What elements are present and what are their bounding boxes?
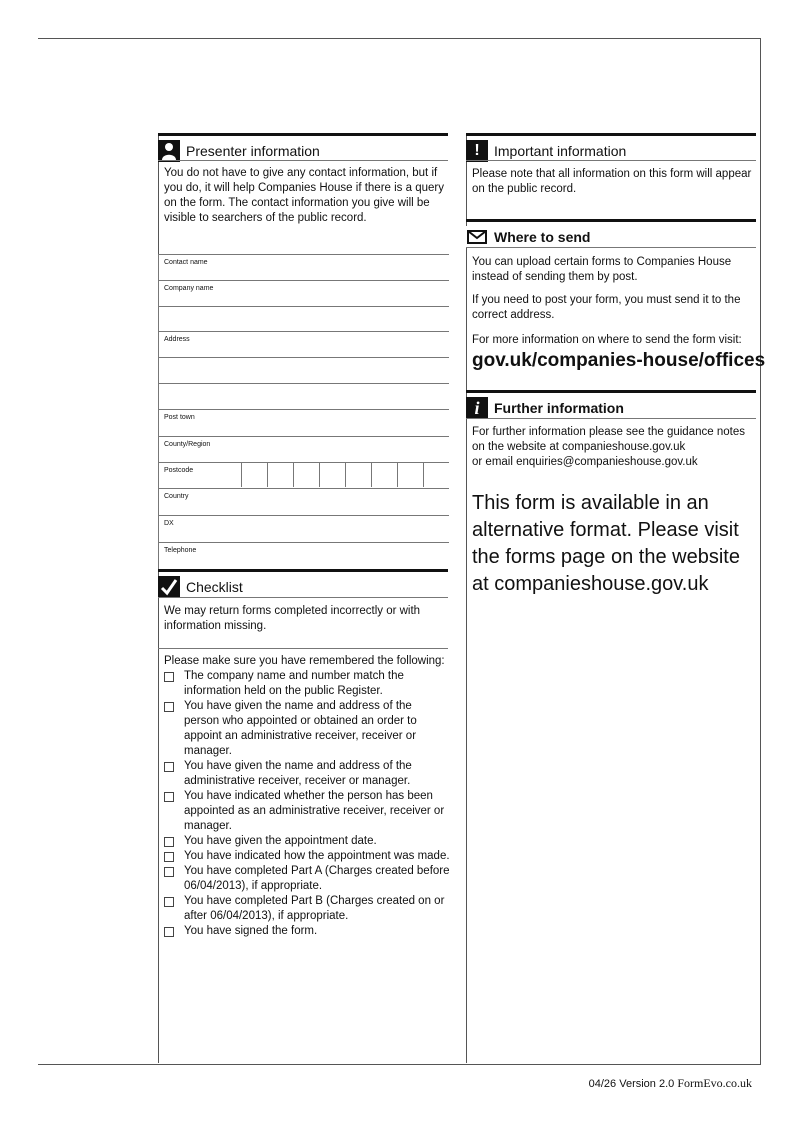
checkbox[interactable] xyxy=(164,927,174,937)
postcode-field[interactable] xyxy=(158,462,449,489)
postcode-box[interactable] xyxy=(241,463,266,487)
postcode-box[interactable] xyxy=(293,463,318,487)
dx-field[interactable] xyxy=(158,515,449,543)
company-name-field[interactable] xyxy=(158,280,449,307)
dx-label: DX xyxy=(164,520,174,527)
top-rule xyxy=(38,38,761,39)
info-icon: i xyxy=(466,397,488,419)
checklist-item[interactable]: The company name and number match the information held on the public Register. xyxy=(162,669,450,699)
contact-name-label: Contact name xyxy=(164,259,208,266)
where-to-send-title: Where to send xyxy=(494,229,591,245)
country-label: Country xyxy=(164,493,189,500)
right-rule xyxy=(760,38,761,1065)
where-to-send-p2: If you need to post your form, you must send it to the correct address. xyxy=(472,294,741,321)
presenter-title: Presenter information xyxy=(186,143,320,159)
post-town-label: Post town xyxy=(164,414,195,421)
company-name-label: Company name xyxy=(164,285,214,292)
telephone-field[interactable] xyxy=(158,542,449,569)
postcode-box[interactable] xyxy=(345,463,370,487)
footer-brand: FormEvo.co.uk xyxy=(677,1076,752,1090)
offices-link[interactable]: gov.uk/companies-house/offices xyxy=(472,350,766,371)
checklist-item[interactable]: You have indicated how the appointment was made. xyxy=(162,849,450,864)
checkbox[interactable] xyxy=(164,867,174,877)
checkbox[interactable] xyxy=(164,762,174,772)
right-column-edge xyxy=(466,133,467,1063)
presenter-title-rule xyxy=(158,160,448,161)
where-to-send-header xyxy=(466,219,756,248)
where-to-send-title-rule xyxy=(466,247,756,248)
country-field[interactable] xyxy=(158,488,449,516)
checklist-item[interactable]: You have completed Part B (Charges created on or after 06/04/2013), if appropriate. xyxy=(162,894,450,924)
postcode-box[interactable] xyxy=(397,463,422,487)
checklist-item[interactable]: You have indicated whether the person has been appointed as an administrative receiver, receiver or manager. xyxy=(162,789,450,834)
checklist-item[interactable]: You have given the name and address of the administrative receiver, receiver or manager. xyxy=(162,759,450,789)
postcode-label: Postcode xyxy=(164,467,194,474)
address-line-3[interactable] xyxy=(158,383,449,410)
alt-format-notice: This form is available in an alternative format. Please visit the forms page on the website at companieshouse.gov.uk xyxy=(472,492,740,595)
further-line-2: on the website at companieshouse.gov.uk xyxy=(472,441,686,453)
address-label: Address xyxy=(164,336,190,343)
company-name-line-2[interactable] xyxy=(158,306,449,332)
checklist-intro: We may return forms completed incorrectly or with information missing. xyxy=(164,605,421,632)
checkbox[interactable] xyxy=(164,837,174,847)
presenter-intro: You do not have to give any contact information, but if you do, it will help Companies House if there is a query on the form. The contact information you give will be visible to searchers of the public record. xyxy=(164,167,444,224)
further-title-rule xyxy=(466,418,756,419)
address-line-2[interactable] xyxy=(158,357,449,384)
checklist-intro-rule xyxy=(158,648,448,649)
further-line-3: or email enquiries@companieshouse.gov.uk xyxy=(472,456,698,468)
envelope-icon xyxy=(466,226,488,248)
exclamation-icon: ! xyxy=(466,140,488,162)
checklist-item[interactable]: You have signed the form. xyxy=(162,924,450,939)
checklist-item[interactable]: You have completed Part A (Charges created before 06/04/2013), if appropriate. xyxy=(162,864,450,894)
checklist-title-rule xyxy=(158,597,448,598)
further-line-1: For further information please see the guidance notes xyxy=(472,426,745,438)
checklist-title: Checklist xyxy=(186,579,243,595)
checkbox[interactable] xyxy=(164,672,174,682)
important-header xyxy=(466,133,756,162)
postcode-box[interactable] xyxy=(319,463,344,487)
check-icon xyxy=(158,576,180,598)
where-to-send-p1: You can upload certain forms to Companies House instead of sending them by post. xyxy=(472,256,732,283)
address-field[interactable] xyxy=(158,331,449,358)
where-to-send-p3: For more information on where to send the form visit: xyxy=(472,334,742,346)
further-text xyxy=(472,425,756,470)
important-title-rule xyxy=(466,160,756,161)
checklist-header xyxy=(158,569,448,598)
checkbox[interactable] xyxy=(164,702,174,712)
further-header xyxy=(466,390,756,419)
checklist-item[interactable]: You have given the name and address of the person who appointed or obtained an order to appoint an administrative receiver, receiver or manager. xyxy=(162,699,450,759)
checklist-lead: Please make sure you have remembered the following: xyxy=(164,655,445,667)
presenter-header xyxy=(158,133,448,162)
footer-version: 04/26 Version 2.0 xyxy=(588,1078,675,1090)
checkbox[interactable] xyxy=(164,852,174,862)
postcode-box[interactable] xyxy=(371,463,396,487)
post-town-field[interactable] xyxy=(158,409,449,437)
telephone-label: Telephone xyxy=(164,547,197,554)
important-title: Important information xyxy=(494,143,627,159)
county-region-label: County/Region xyxy=(164,441,211,448)
important-text: Please note that all information on this form will appear on the public record. xyxy=(472,168,752,195)
postcode-box[interactable] xyxy=(423,463,448,487)
bottom-rule xyxy=(38,1064,761,1065)
further-title: Further information xyxy=(494,400,624,416)
checkbox[interactable] xyxy=(164,897,174,907)
contact-name-field[interactable] xyxy=(158,254,449,281)
checklist-item[interactable]: You have given the appointment date. xyxy=(162,834,450,849)
checklist-items xyxy=(162,669,450,939)
person-icon xyxy=(158,140,180,162)
postcode-box[interactable] xyxy=(267,463,292,487)
footer xyxy=(589,1076,752,1091)
county-region-field[interactable] xyxy=(158,436,449,463)
checkbox[interactable] xyxy=(164,792,174,802)
